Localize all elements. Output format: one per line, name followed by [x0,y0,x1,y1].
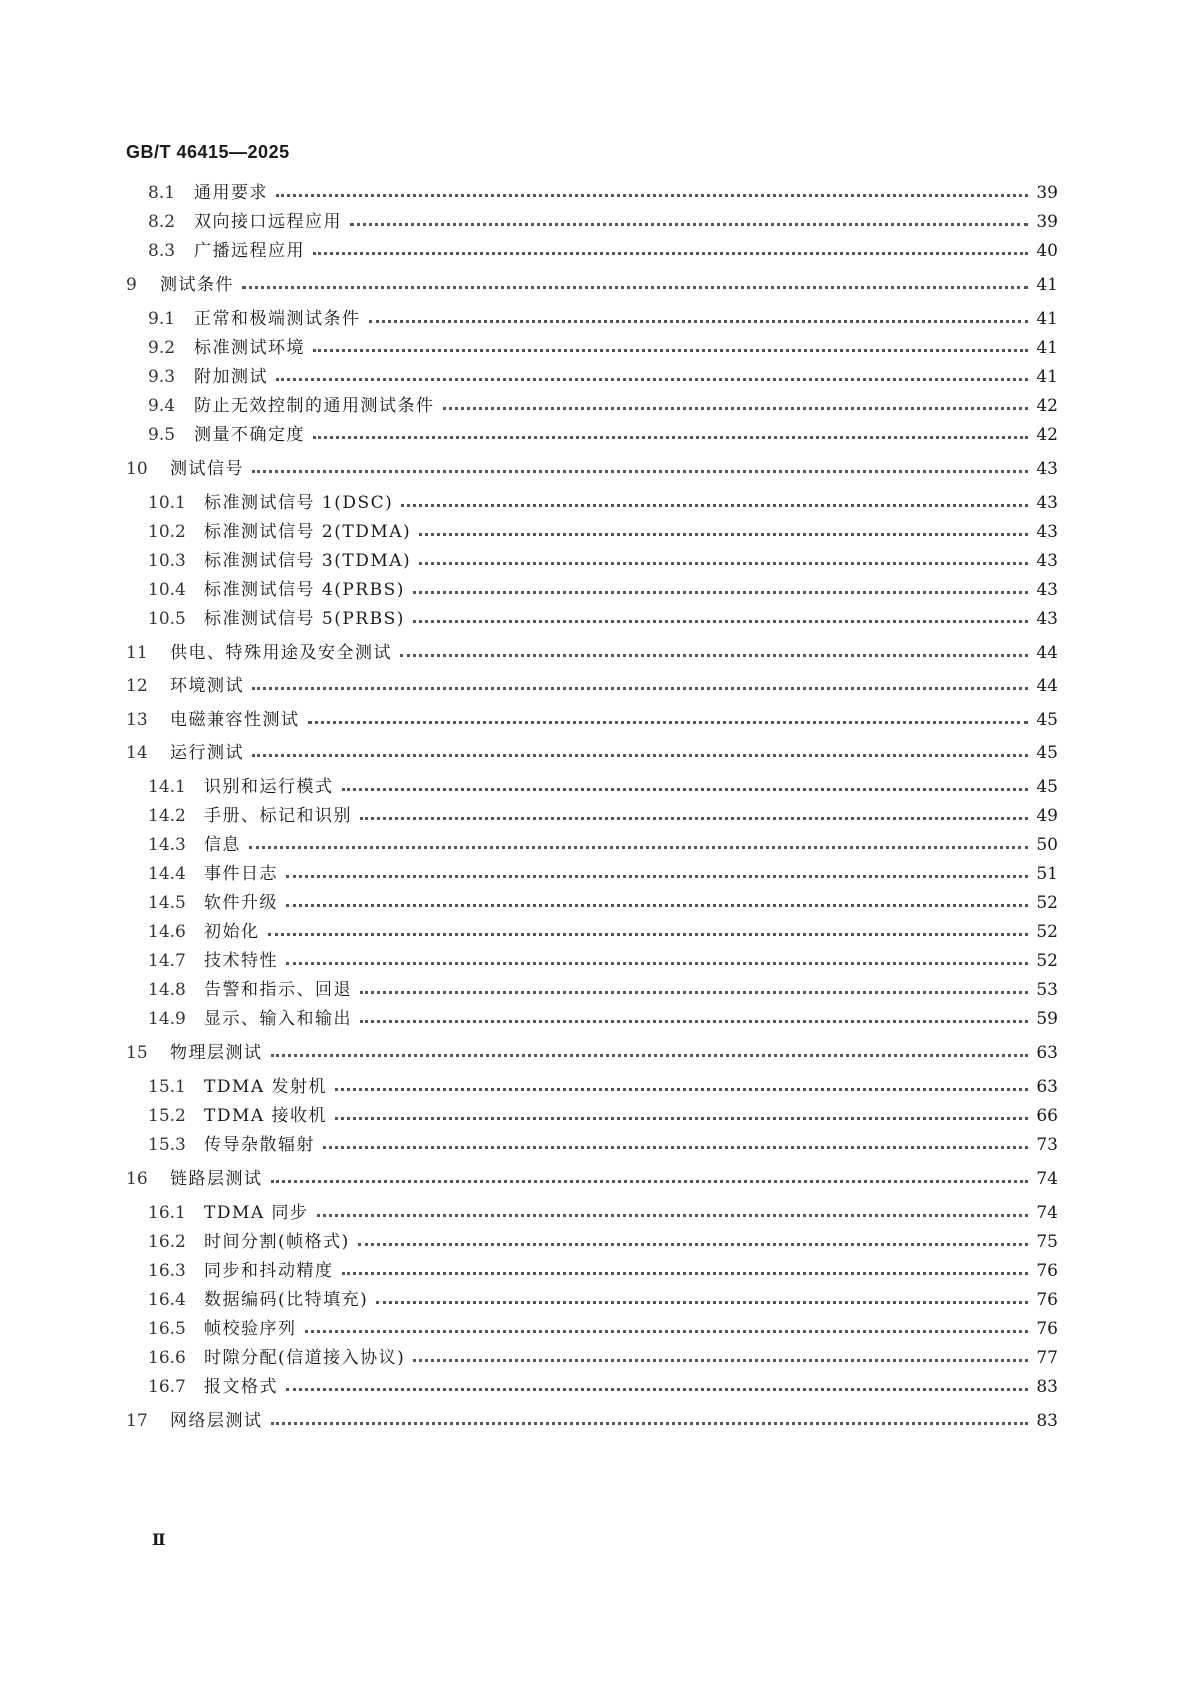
toc-entry[interactable] [126,832,1058,858]
toc-entry[interactable] [126,393,1058,419]
dot-leader [401,504,1028,507]
dot-leader [276,194,1028,197]
toc-entry[interactable] [126,977,1058,1003]
toc-entry-number: 14.7 [148,951,186,971]
toc-entry-page: 43 [1036,580,1058,600]
dot-leader [360,1020,1028,1023]
toc-entry-title: 识别和运行模式 [204,777,334,797]
dot-leader [271,1180,1029,1183]
toc-entry[interactable] [126,335,1058,361]
toc-entry[interactable] [126,1345,1058,1371]
toc-entry-title: 同步和抖动精度 [204,1261,334,1281]
toc-entry-page: 63 [1036,1077,1058,1097]
toc-entry[interactable] [126,1287,1058,1313]
dot-leader [419,533,1028,536]
toc-entry-number: 16.1 [148,1203,186,1223]
toc-entry[interactable] [126,180,1058,206]
toc-entry-number: 14.9 [148,1009,186,1029]
toc-entry-title: 测试信号 [170,459,244,479]
toc-entry-title: 链路层测试 [170,1169,263,1189]
toc-entry-title: 环境测试 [170,676,244,696]
toc-entry-title: 标准测试信号 3(TDMA) [204,551,412,571]
toc-entry-page: 41 [1036,275,1058,295]
toc-entry-number: 15 [126,1043,148,1063]
toc-entry[interactable] [126,890,1058,916]
toc-entry-title: 软件升级 [204,893,278,913]
toc-entry-page: 45 [1036,710,1058,730]
toc-entry-page: 74 [1036,1169,1058,1189]
dot-leader [313,252,1028,255]
toc-entry-page: 50 [1036,835,1058,855]
dot-leader [276,378,1028,381]
dot-leader [342,788,1029,791]
toc-entry-number: 14.4 [148,864,186,884]
toc-entry[interactable] [126,606,1058,632]
toc-entry-number: 10.4 [148,580,186,600]
toc-entry-page: 73 [1036,1135,1058,1155]
dot-leader [286,875,1028,878]
toc-entry-number: 14 [126,743,148,763]
toc-entry-page: 45 [1036,743,1058,763]
toc-entry-number: 10.3 [148,551,186,571]
toc-entry-title: 标准测试环境 [194,338,305,358]
dot-leader [350,223,1028,226]
toc-entry[interactable] [126,272,1058,298]
toc-entry-page: 59 [1036,1009,1058,1029]
toc-entry-title: 测量不确定度 [194,425,305,445]
toc-entry-title: TDMA 接收机 [204,1106,328,1126]
toc-entry-title: 帧校验序列 [204,1319,297,1339]
toc-entry-title: 技术特性 [204,951,278,971]
dot-leader [252,470,1028,473]
toc-entry-number: 14.2 [148,806,186,826]
toc-entry-number: 15.2 [148,1106,186,1126]
dot-leader [413,591,1028,594]
toc-entry-title: 标准测试信号 5(PRBS) [204,609,405,629]
toc-entry-number: 12 [126,676,148,696]
toc-entry-number: 16.4 [148,1290,186,1310]
toc-entry-number: 9.3 [148,367,176,387]
dot-leader [369,320,1029,323]
toc-entry[interactable] [126,209,1058,235]
toc-entry-number: 14.6 [148,922,186,942]
toc-entry-title: 运行测试 [170,743,244,763]
toc-entry[interactable] [126,1200,1058,1226]
dot-leader [286,904,1028,907]
dot-leader [443,407,1029,410]
toc-entry-title: 网络层测试 [170,1411,263,1431]
toc-entry-title: TDMA 发射机 [204,1077,328,1097]
toc-entry-page: 44 [1036,676,1058,696]
toc-entry-title: 初始化 [204,922,260,942]
toc-entry-number: 9.1 [148,309,176,329]
toc-entry-number: 9.2 [148,338,176,358]
dot-leader [313,436,1028,439]
toc-entry-title: 附加测试 [194,367,268,387]
dot-leader [323,1146,1028,1149]
toc-entry-page: 39 [1036,212,1058,232]
toc-entry-number: 15.1 [148,1077,186,1097]
toc-entry-page: 83 [1036,1411,1058,1431]
dot-leader [317,1214,1028,1217]
dot-leader [286,962,1028,965]
dot-leader [413,1359,1028,1362]
toc-entry-number: 8.1 [148,183,176,203]
dot-leader [413,620,1028,623]
toc-entry-title: 标准测试信号 1(DSC) [204,493,394,513]
toc-entry[interactable] [126,707,1058,733]
toc-entry[interactable] [126,673,1058,699]
toc-entry[interactable] [126,422,1058,448]
dot-leader [376,1301,1028,1304]
toc-entry-title: 报文格式 [204,1377,278,1397]
toc-entry[interactable] [126,919,1058,945]
toc-entry-title: 通用要求 [194,183,268,203]
toc-entry-title: 数据编码(比特填充) [204,1290,369,1310]
toc-entry-title: 物理层测试 [170,1043,263,1063]
toc-entry-page: 66 [1036,1106,1058,1126]
toc-entry-number: 14.8 [148,980,186,1000]
toc-entry-title: 防止无效控制的通用测试条件 [194,396,435,416]
dot-leader [242,286,1028,289]
toc-entry[interactable] [126,861,1058,887]
toc-entry-number: 16 [126,1169,148,1189]
toc-entry-number: 16.6 [148,1348,186,1368]
dot-leader [268,933,1029,936]
toc-entry-page: 41 [1036,309,1058,329]
toc-entry[interactable] [126,1103,1058,1129]
toc-entry-title: 标准测试信号 2(TDMA) [204,522,412,542]
toc-entry-page: 43 [1036,522,1058,542]
toc-entry[interactable] [126,238,1058,264]
toc-entry[interactable] [126,1166,1058,1192]
toc-entry-number: 13 [126,710,148,730]
toc-entry-page: 39 [1036,183,1058,203]
toc-entry-title: 正常和极端测试条件 [194,309,361,329]
toc-entry-page: 52 [1036,951,1058,971]
toc-entry-title: 信息 [204,835,241,855]
toc-entry-page: 75 [1036,1232,1058,1252]
page-number-footer: Ⅱ [152,1530,166,1549]
toc-entry[interactable] [126,1006,1058,1032]
toc-entry-page: 53 [1036,980,1058,1000]
dot-leader [271,1422,1029,1425]
dot-leader [360,991,1028,994]
toc-entry-page: 52 [1036,893,1058,913]
toc-entry-page: 76 [1036,1261,1058,1281]
toc-entry[interactable] [126,519,1058,545]
toc-entry[interactable] [126,1074,1058,1100]
toc-entry[interactable] [126,1316,1058,1342]
toc-entry-number: 11 [126,643,148,663]
toc-entry-page: 51 [1036,864,1058,884]
toc-entry-number: 8.2 [148,212,176,232]
toc-entry-page: 42 [1036,396,1058,416]
toc-entry-title: 广播远程应用 [194,241,305,261]
toc-entry-page: 77 [1036,1348,1058,1368]
toc-entry-number: 14.5 [148,893,186,913]
toc-entry-number: 10.2 [148,522,186,542]
toc-entry-number: 16.7 [148,1377,186,1397]
toc-entry-page: 63 [1036,1043,1058,1063]
toc-entry[interactable] [126,548,1058,574]
dot-leader [313,349,1028,352]
toc-entry[interactable] [126,803,1058,829]
toc-entry-title: 告警和指示、回退 [204,980,352,1000]
toc-entry[interactable] [126,640,1058,666]
dot-leader [335,1117,1028,1120]
toc-entry-number: 9 [126,275,137,295]
toc-entry-number: 15.3 [148,1135,186,1155]
toc-entry-page: 43 [1036,459,1058,479]
dot-leader [252,754,1028,757]
dot-leader [305,1330,1029,1333]
toc-entry-page: 52 [1036,922,1058,942]
toc-entry-number: 10.1 [148,493,186,513]
toc-entry[interactable] [126,490,1058,516]
toc-entry[interactable] [126,1132,1058,1158]
toc-entry-title: 传导杂散辐射 [204,1135,315,1155]
toc-entry-number: 14.1 [148,777,186,797]
toc-entry-number: 16.5 [148,1319,186,1339]
toc-entry-number: 10 [126,459,148,479]
toc-entry-page: 43 [1036,551,1058,571]
dot-leader [286,1388,1028,1391]
toc-entry-number: 16.2 [148,1232,186,1252]
toc-entry-page: 45 [1036,777,1058,797]
dot-leader [358,1243,1028,1246]
dot-leader [308,721,1029,724]
toc-entry-title: 电磁兼容性测试 [170,710,300,730]
toc-entry-title: TDMA 同步 [204,1203,309,1223]
toc-entry-page: 74 [1036,1203,1058,1223]
dot-leader [419,562,1028,565]
toc-entry-page: 43 [1036,493,1058,513]
toc-entry-number: 16.3 [148,1261,186,1281]
dot-leader [335,1088,1028,1091]
toc-entry[interactable] [126,306,1058,332]
toc-entry[interactable] [126,456,1058,482]
toc-entry-title: 标准测试信号 4(PRBS) [204,580,405,600]
toc-entry[interactable] [126,1040,1058,1066]
toc-entry-number: 14.3 [148,835,186,855]
toc-entry-page: 43 [1036,609,1058,629]
toc-entry[interactable] [126,774,1058,800]
toc-entry-number: 9.4 [148,396,176,416]
toc-entry-page: 41 [1036,338,1058,358]
toc-entry-title: 双向接口远程应用 [194,212,342,232]
toc-entry[interactable] [126,1408,1058,1434]
toc-entry[interactable] [126,740,1058,766]
dot-leader [400,654,1028,657]
toc-entry-title: 手册、标记和识别 [204,806,352,826]
toc-entry-number: 17 [126,1411,148,1431]
toc-entry-title: 事件日志 [204,864,278,884]
toc-entry-number: 8.3 [148,241,176,261]
toc-entry[interactable] [126,1229,1058,1255]
toc-entry[interactable] [126,364,1058,390]
dot-leader [249,846,1028,849]
toc-entry-page: 76 [1036,1319,1058,1339]
dot-leader [252,687,1028,690]
toc-entry-page: 83 [1036,1377,1058,1397]
toc-entry-page: 41 [1036,367,1058,387]
toc-entry-title: 测试条件 [160,275,234,295]
dot-leader [342,1272,1029,1275]
standard-code-header: GB/T 46415—2025 [126,142,290,162]
toc-entry-page: 40 [1036,241,1058,261]
toc-entry[interactable] [126,577,1058,603]
toc-entry-page: 44 [1036,643,1058,663]
dot-leader [271,1054,1029,1057]
toc-entry-number: 10.5 [148,609,186,629]
toc-entry-page: 76 [1036,1290,1058,1310]
dot-leader [360,817,1028,820]
toc-entry-number: 9.5 [148,425,176,445]
toc-entry[interactable] [126,948,1058,974]
toc-entry-title: 时隙分配(信道接入协议) [204,1348,406,1368]
toc-entry[interactable] [126,1258,1058,1284]
toc-entry[interactable] [126,1374,1058,1400]
toc-entry-title: 显示、输入和输出 [204,1009,352,1029]
toc-entry-page: 42 [1036,425,1058,445]
toc-entry-page: 49 [1036,806,1058,826]
toc-entry-title: 供电、特殊用途及安全测试 [170,643,392,663]
toc-entry-title: 时间分割(帧格式) [204,1232,350,1252]
